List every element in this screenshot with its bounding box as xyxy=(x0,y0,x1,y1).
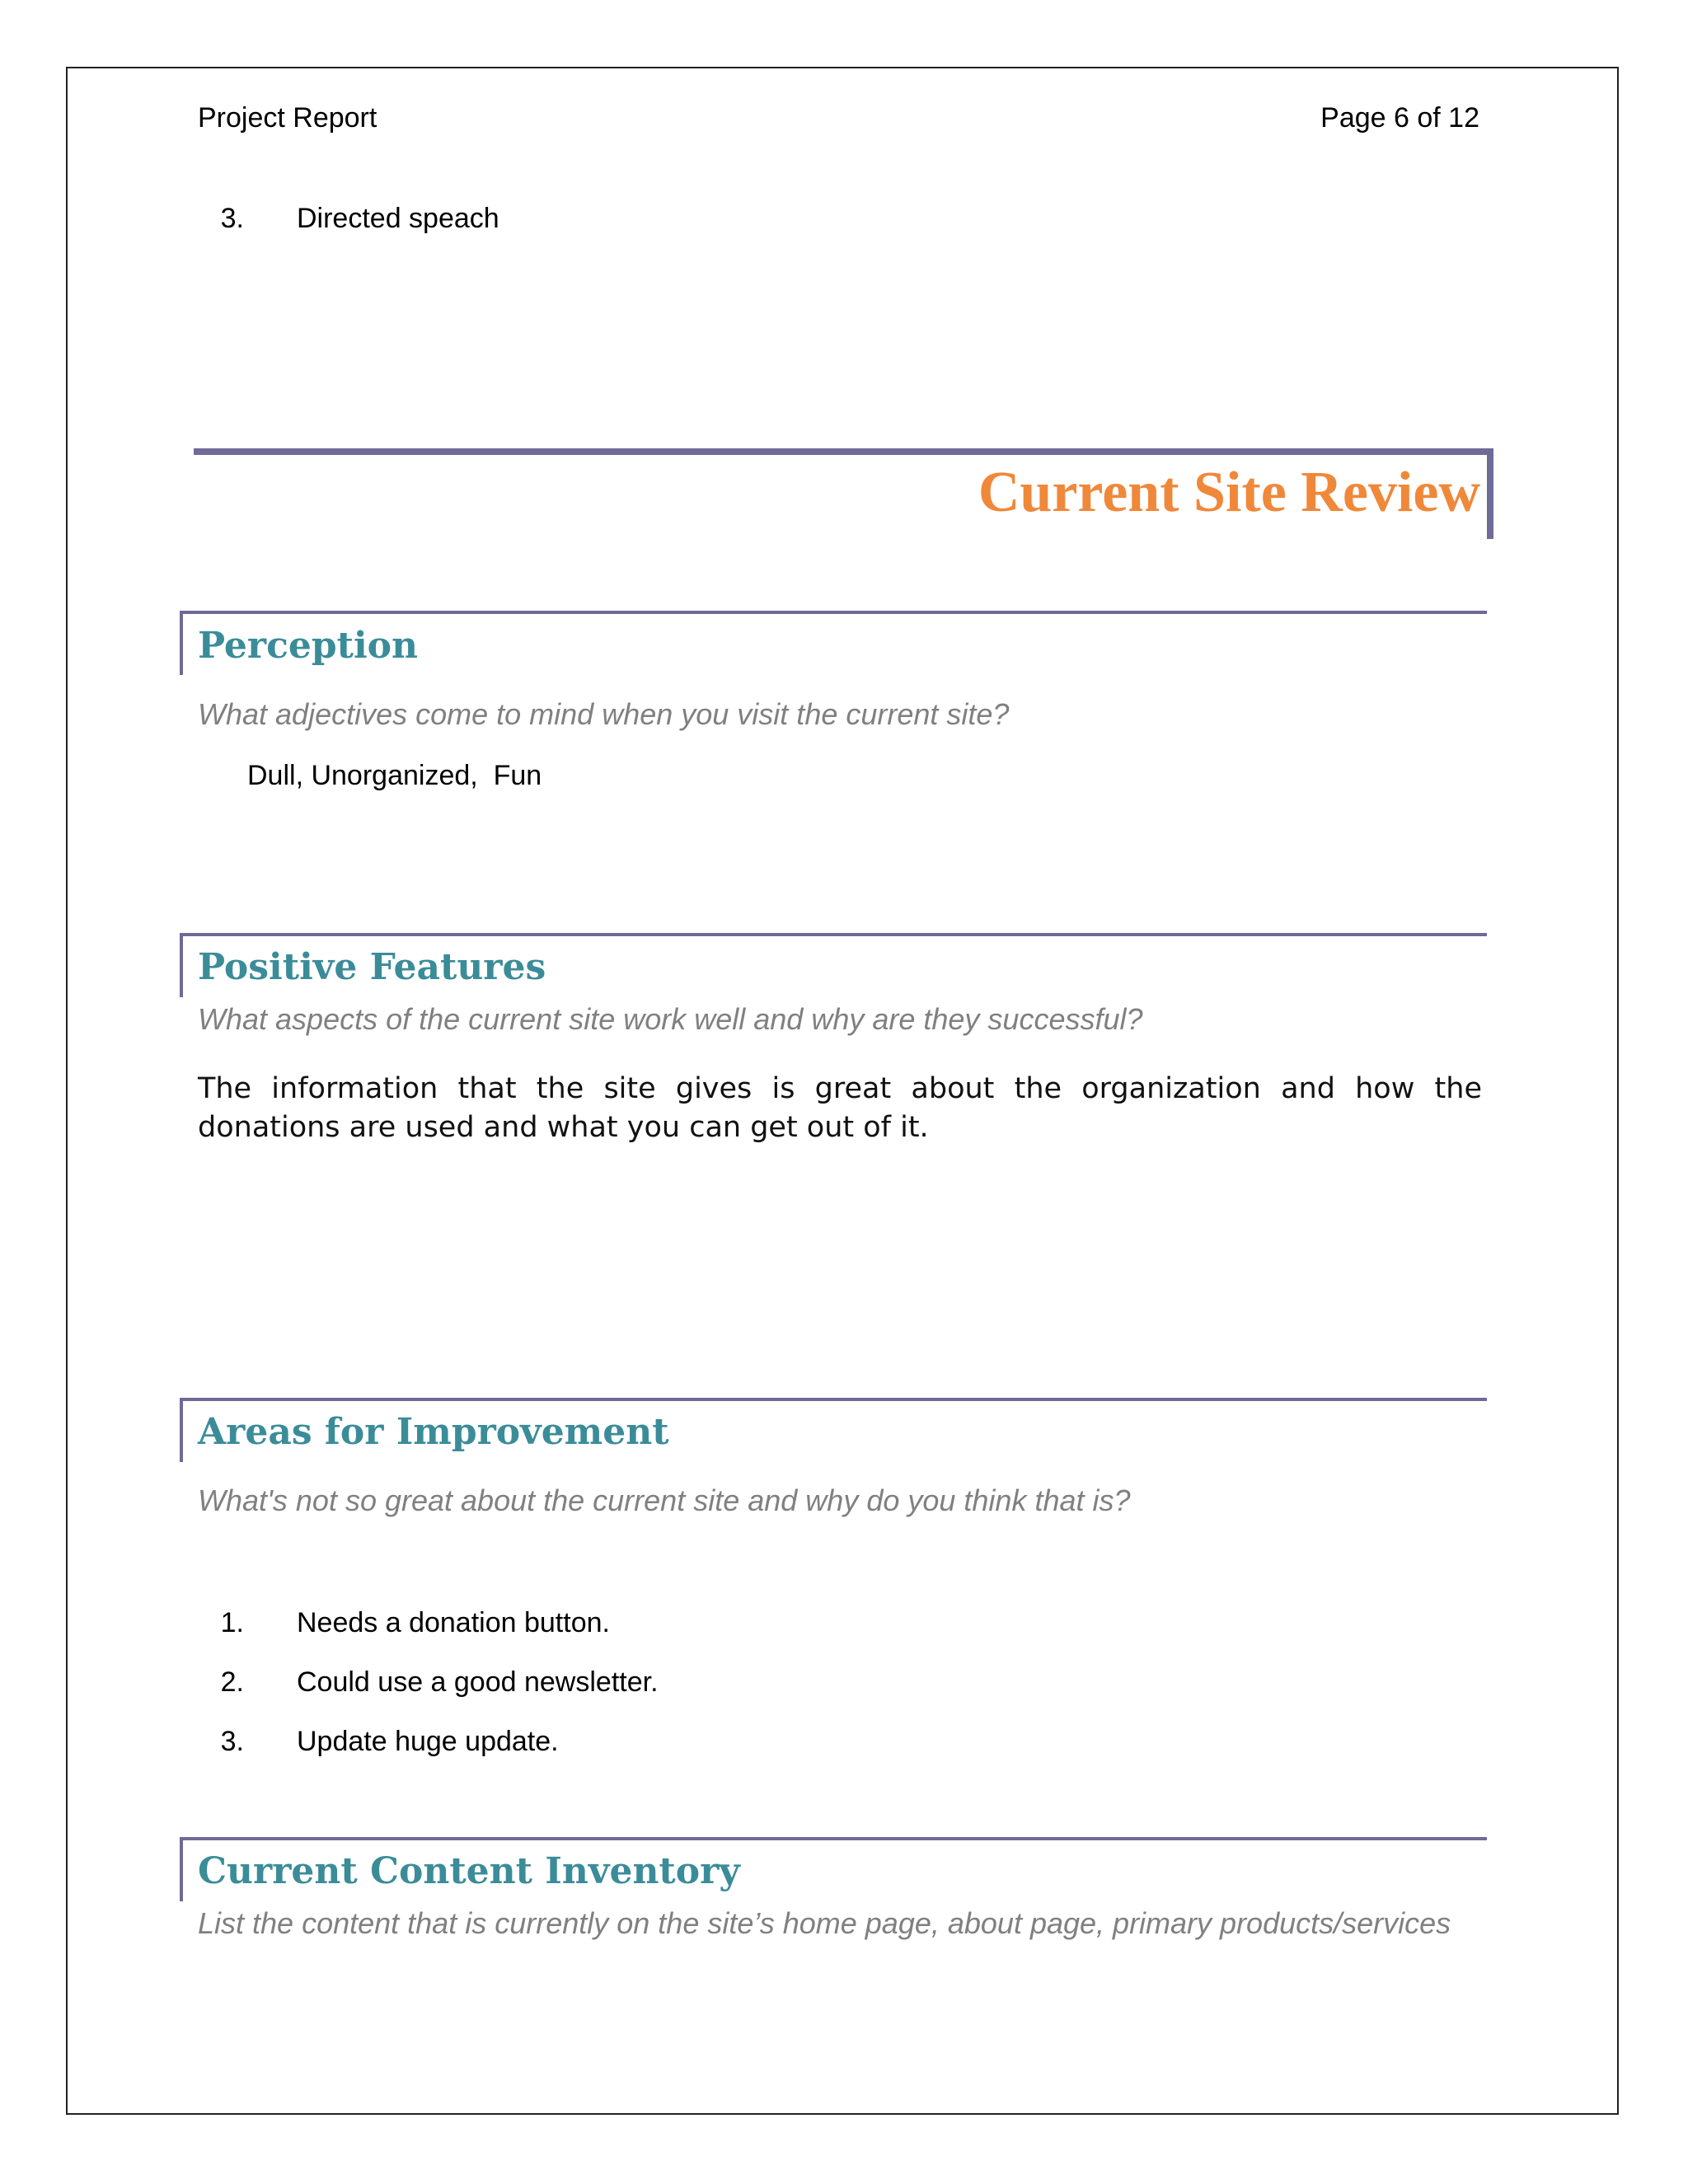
perception-answer: Dull, Unorganized, Fun xyxy=(247,760,542,791)
positive-features-prompt: What aspects of the current site work well and why are they successful? xyxy=(198,1002,1143,1036)
positive-features-rule-top xyxy=(180,933,1487,936)
section-title-rule-right xyxy=(1487,448,1493,539)
perception-rule-top xyxy=(180,611,1487,614)
section-title-rule-top xyxy=(194,448,1493,455)
header-left: Project Report xyxy=(198,102,377,134)
list-text: Update huge update. xyxy=(297,1726,559,1757)
list-text: Could use a good newsletter. xyxy=(297,1666,659,1698)
improvement-rule-top xyxy=(180,1398,1487,1401)
list-number: 3. xyxy=(220,203,244,234)
inventory-prompt: List the content that is currently on the site’s home page, about page, primary products/services xyxy=(198,1906,1451,1940)
inventory-rule-left xyxy=(180,1837,183,1901)
list-number: 3. xyxy=(220,1726,244,1757)
perception-prompt: What adjectives come to mind when you visit the current site? xyxy=(198,697,1010,731)
positive-features-answer: The information that the site gives is great about the organization and how the donations are used and what you can get out of it. xyxy=(198,1072,1482,1144)
inventory-heading: Current Content Inventory xyxy=(198,1850,740,1892)
improvement-rule-left xyxy=(180,1398,183,1462)
section-title: Current Site Review xyxy=(978,461,1480,524)
header-right-page-number: Page 6 of 12 xyxy=(1320,102,1479,134)
inventory-rule-top xyxy=(180,1837,1487,1840)
improvement-heading: Areas for Improvement xyxy=(198,1411,669,1453)
list-number: 2. xyxy=(220,1666,244,1698)
positive-features-heading: Positive Features xyxy=(198,946,546,988)
perception-rule-left xyxy=(180,611,183,675)
positive-features-rule-left xyxy=(180,933,183,997)
improvement-prompt: What's not so great about the current site and why do you think that is? xyxy=(198,1483,1131,1517)
list-text: Needs a donation button. xyxy=(297,1607,610,1638)
list-number: 1. xyxy=(220,1607,244,1638)
list-text: Directed speach xyxy=(297,203,499,234)
perception-heading: Perception xyxy=(198,625,419,667)
